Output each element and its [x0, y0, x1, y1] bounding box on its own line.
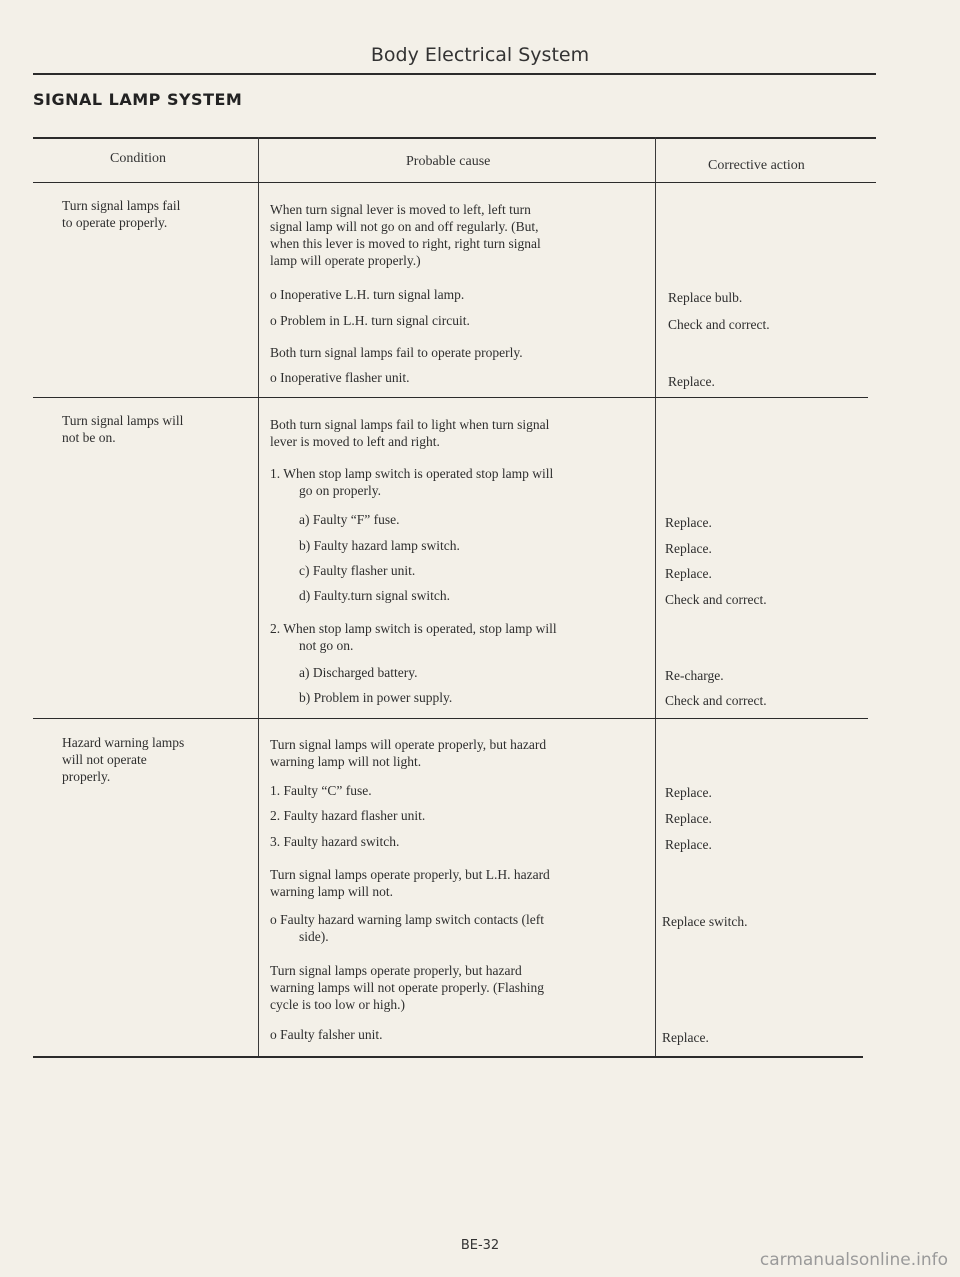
header-condition: Condition	[110, 151, 167, 166]
cause-line: d) Faulty.turn signal switch.	[299, 588, 450, 603]
row-3-block-4	[270, 962, 640, 1013]
condition-line: not be on.	[62, 430, 116, 445]
cause-line: warning lamps will not operate properly. (Flashing	[270, 980, 544, 995]
cause-line: Both turn signal lamps fail to operate properly.	[270, 345, 523, 360]
action-line: Replace.	[665, 515, 712, 530]
condition-line: will not operate	[62, 752, 147, 767]
row-divider-1	[33, 397, 868, 398]
cause-line: warning lamp will not.	[270, 884, 393, 899]
cause-line: not go on.	[299, 638, 354, 653]
row-3-condition	[62, 734, 184, 785]
row-3-block-2	[270, 866, 640, 900]
row-2-intro	[270, 416, 640, 450]
action-line: Replace bulb.	[668, 290, 743, 305]
cause-line: 2. When stop lamp switch is operated, stop lamp will	[270, 621, 557, 636]
row-1-condition	[62, 197, 180, 231]
cause-line: 3. Faulty hazard switch.	[270, 834, 400, 849]
cause-line: Turn signal lamps will operate properly, but hazard	[270, 737, 547, 752]
cause-line: When turn signal lever is moved to left, left turn	[270, 202, 531, 217]
row-3-intro	[270, 736, 640, 770]
cause-line: lever is moved to left and right.	[270, 434, 440, 449]
action-line: Replace switch.	[662, 914, 748, 929]
cause-line: c) Faulty flasher unit.	[299, 563, 416, 578]
action-line: Check and correct.	[665, 592, 767, 607]
cause-line: b) Faulty hazard lamp switch.	[299, 538, 460, 553]
cause-line: b) Problem in power supply.	[299, 690, 453, 705]
cause-line: o Faulty hazard warning lamp switch contacts (left	[270, 912, 545, 927]
table-top-rule	[33, 137, 876, 139]
row-divider-2	[33, 718, 868, 719]
cause-line: go on properly.	[299, 483, 381, 498]
action-line: Replace.	[668, 374, 715, 389]
action-line: Replace.	[662, 1030, 709, 1045]
condition-line: Turn signal lamps fail	[62, 198, 181, 213]
condition-line: Hazard warning lamps	[62, 735, 185, 750]
row-3-block-3	[270, 911, 640, 945]
cause-line: lamp will operate properly.)	[270, 253, 421, 268]
cause-line: a) Discharged battery.	[299, 665, 418, 680]
cause-line: when this lever is moved to right, right turn signal	[270, 236, 541, 251]
cause-line: a) Faulty “F” fuse.	[299, 512, 400, 527]
cause-line: o Inoperative L.H. turn signal lamp.	[270, 287, 465, 302]
action-line: Check and correct.	[665, 693, 767, 708]
action-line: Replace.	[665, 811, 712, 826]
action-line: Replace.	[665, 837, 712, 852]
cause-line: cycle is too low or high.)	[270, 997, 405, 1012]
cause-line: Turn signal lamps operate properly, but hazard	[270, 963, 522, 978]
section-title: SIGNAL LAMP SYSTEM	[33, 90, 243, 109]
action-line: Replace.	[665, 541, 712, 556]
row-2-item-2	[270, 620, 640, 654]
column-divider-2	[655, 137, 656, 1057]
action-line: Check and correct.	[668, 317, 770, 332]
action-line: Re-charge.	[665, 668, 724, 683]
cause-line: side).	[299, 929, 329, 944]
page-number: BE-32	[460, 1238, 500, 1253]
table-bottom-rule	[33, 1056, 863, 1058]
action-line: Replace.	[665, 785, 712, 800]
cause-line: o Problem in L.H. turn signal circuit.	[270, 313, 470, 328]
watermark: carmanualsonline.info	[759, 1250, 948, 1270]
cause-line: signal lamp will not go on and off regularly. (But,	[270, 219, 539, 234]
cause-line: 1. When stop lamp switch is operated stop lamp will	[270, 466, 554, 481]
condition-line: properly.	[62, 769, 111, 784]
column-divider-1	[258, 137, 259, 1057]
cause-line: 1. Faulty “C” fuse.	[270, 783, 372, 798]
action-line: Replace.	[665, 566, 712, 581]
page-header-title: Body Electrical System	[370, 44, 590, 66]
cause-line: Both turn signal lamps fail to light when turn signal	[270, 417, 550, 432]
cause-line: warning lamp will not light.	[270, 754, 422, 769]
cause-line: o Inoperative flasher unit.	[270, 370, 410, 385]
row-2-item-1	[270, 465, 640, 499]
condition-line: Turn signal lamps will	[62, 413, 184, 428]
row-2-condition	[62, 412, 183, 446]
header-underline	[33, 182, 876, 183]
header-probable-cause: Probable cause	[406, 154, 491, 169]
header-corrective-action: Corrective action	[708, 158, 805, 173]
row-1-causes	[270, 201, 640, 269]
cause-line: Turn signal lamps operate properly, but L.H. hazard	[270, 867, 550, 882]
header-rule	[33, 73, 876, 75]
cause-line: 2. Faulty hazard flasher unit.	[270, 808, 426, 823]
cause-line: o Faulty falsher unit.	[270, 1027, 383, 1042]
condition-line: to operate properly.	[62, 215, 168, 230]
